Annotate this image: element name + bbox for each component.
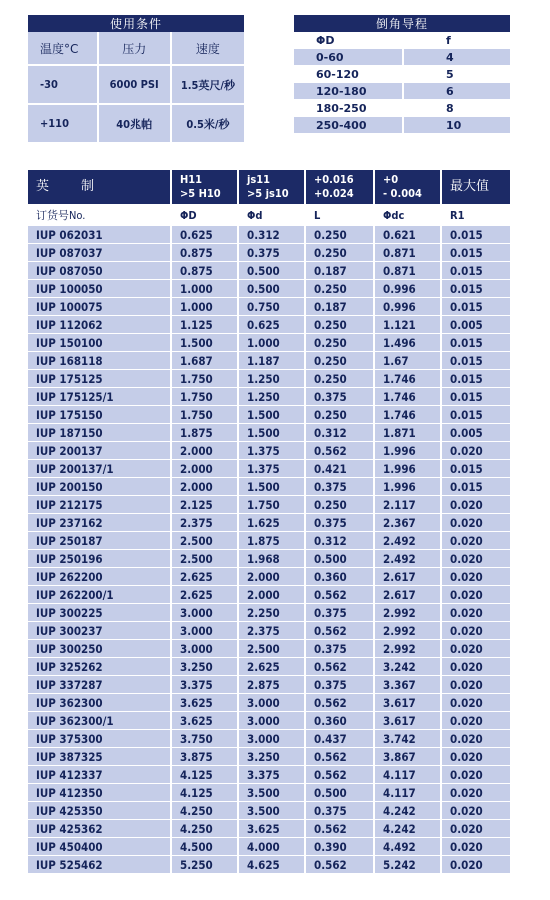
length-cell: 0.375: [306, 640, 375, 658]
order-no-cell: IUP 200137: [28, 442, 172, 460]
table-row: [28, 658, 510, 676]
order-no-cell: IUP 412350: [28, 784, 172, 802]
conditions-title: 使用条件: [28, 15, 244, 32]
inner-diameter-cell: 3.250: [239, 748, 306, 766]
length-cell: 0.562: [306, 748, 375, 766]
inner-diameter-cell: 1.500: [239, 424, 306, 442]
chamfer-lead-table: [294, 15, 510, 133]
radius-cell: 0.015: [442, 460, 510, 478]
chamfer-header-f: f: [404, 32, 510, 48]
table-row: [28, 604, 510, 622]
table-row: [28, 226, 510, 244]
dc-cell: 1.746: [375, 388, 442, 406]
order-no-cell: IUP 425350: [28, 802, 172, 820]
length-cell: 0.562: [306, 766, 375, 784]
conditions-cell: -30: [28, 66, 99, 105]
outer-diameter-cell: 4.250: [172, 820, 239, 838]
table-row: [28, 298, 510, 316]
header-tolerance-L: +0.016 +0.024: [306, 170, 375, 204]
dc-cell: 2.992: [375, 622, 442, 640]
inner-diameter-cell: 3.500: [239, 802, 306, 820]
radius-cell: 0.020: [442, 586, 510, 604]
length-cell: 0.375: [306, 676, 375, 694]
dc-cell: 3.617: [375, 712, 442, 730]
dc-cell: 1.496: [375, 334, 442, 352]
radius-cell: 0.020: [442, 514, 510, 532]
outer-diameter-cell: 3.625: [172, 712, 239, 730]
header-imperial: 英 制: [28, 170, 172, 204]
dc-cell: 1.996: [375, 442, 442, 460]
outer-diameter-cell: 2.000: [172, 478, 239, 496]
header-L: L: [306, 204, 375, 226]
length-cell: 0.250: [306, 334, 375, 352]
outer-diameter-cell: 2.625: [172, 586, 239, 604]
header-d: Φd: [239, 204, 306, 226]
dc-cell: 2.492: [375, 532, 442, 550]
conditions-cell: 6000 PSI: [99, 66, 172, 105]
conditions-header-speed: 速度: [172, 32, 244, 66]
dc-cell: 0.621: [375, 226, 442, 244]
length-cell: 0.250: [306, 406, 375, 424]
length-cell: 0.437: [306, 730, 375, 748]
outer-diameter-cell: 2.375: [172, 514, 239, 532]
conditions-header-temperature: 温度°C: [28, 32, 99, 66]
table-row: [28, 802, 510, 820]
table-row: [28, 622, 510, 640]
table-row: [28, 568, 510, 586]
length-cell: 0.375: [306, 802, 375, 820]
radius-cell: 0.020: [442, 640, 510, 658]
table-row: [28, 820, 510, 838]
outer-diameter-cell: 3.000: [172, 604, 239, 622]
inner-diameter-cell: 1.750: [239, 496, 306, 514]
dc-cell: 3.367: [375, 676, 442, 694]
radius-cell: 0.020: [442, 658, 510, 676]
outer-diameter-cell: 4.250: [172, 802, 239, 820]
radius-cell: 0.015: [442, 334, 510, 352]
outer-diameter-cell: 3.000: [172, 622, 239, 640]
dc-cell: 4.117: [375, 766, 442, 784]
order-no-cell: IUP 062031: [28, 226, 172, 244]
table-row: [28, 514, 510, 532]
outer-diameter-cell: 1.000: [172, 298, 239, 316]
inner-diameter-cell: 1.250: [239, 388, 306, 406]
length-cell: 0.562: [306, 586, 375, 604]
outer-diameter-cell: 1.687: [172, 352, 239, 370]
header-R1: R1: [442, 204, 510, 226]
conditions-cell: 0.5米/秒: [172, 105, 244, 142]
table-row: [28, 676, 510, 694]
inner-diameter-cell: 1.968: [239, 550, 306, 568]
dc-cell: 5.242: [375, 856, 442, 874]
inner-diameter-cell: 1.250: [239, 370, 306, 388]
table-row: [28, 640, 510, 658]
order-no-cell: IUP 200137/1: [28, 460, 172, 478]
radius-cell: 0.020: [442, 748, 510, 766]
length-cell: 0.250: [306, 352, 375, 370]
length-cell: 0.562: [306, 658, 375, 676]
radius-cell: 0.015: [442, 298, 510, 316]
outer-diameter-cell: 2.125: [172, 496, 239, 514]
length-cell: 0.390: [306, 838, 375, 856]
order-no-cell: IUP 375300: [28, 730, 172, 748]
outer-diameter-cell: 0.875: [172, 262, 239, 280]
radius-cell: 0.015: [442, 406, 510, 424]
dc-cell: 4.117: [375, 784, 442, 802]
table-row: [28, 550, 510, 568]
outer-diameter-cell: 0.875: [172, 244, 239, 262]
inner-diameter-cell: 1.875: [239, 532, 306, 550]
outer-diameter-cell: 3.375: [172, 676, 239, 694]
conditions-cell: 1.5英尺/秒: [172, 66, 244, 105]
table-row: [28, 478, 510, 496]
order-no-cell: IUP 300225: [28, 604, 172, 622]
dc-cell: 0.871: [375, 262, 442, 280]
dc-cell: 3.242: [375, 658, 442, 676]
outer-diameter-cell: 1.750: [172, 406, 239, 424]
inner-diameter-cell: 0.750: [239, 298, 306, 316]
order-no-cell: IUP 100075: [28, 298, 172, 316]
length-cell: 0.375: [306, 604, 375, 622]
radius-cell: 0.020: [442, 802, 510, 820]
order-no-cell: IUP 212175: [28, 496, 172, 514]
length-cell: 0.375: [306, 478, 375, 496]
dc-cell: 2.492: [375, 550, 442, 568]
length-cell: 0.250: [306, 496, 375, 514]
radius-cell: 0.020: [442, 496, 510, 514]
order-no-cell: IUP 362300: [28, 694, 172, 712]
outer-diameter-cell: 2.625: [172, 568, 239, 586]
radius-cell: 0.015: [442, 244, 510, 262]
inner-diameter-cell: 3.000: [239, 694, 306, 712]
outer-diameter-cell: 1.750: [172, 370, 239, 388]
table-row: [28, 334, 510, 352]
outer-diameter-cell: 2.500: [172, 532, 239, 550]
outer-diameter-cell: 1.125: [172, 316, 239, 334]
table-row: [28, 244, 510, 262]
length-cell: 0.562: [306, 622, 375, 640]
inner-diameter-cell: 4.625: [239, 856, 306, 874]
length-cell: 0.250: [306, 316, 375, 334]
radius-cell: 0.020: [442, 694, 510, 712]
table-row: [28, 766, 510, 784]
header-tolerance-dc: +0 - 0.004: [375, 170, 442, 204]
radius-cell: 0.020: [442, 568, 510, 586]
inner-diameter-cell: 0.625: [239, 316, 306, 334]
inner-diameter-cell: 0.500: [239, 280, 306, 298]
length-cell: 0.562: [306, 856, 375, 874]
table-row: [28, 442, 510, 460]
conditions-cell: +110: [28, 105, 99, 142]
inner-diameter-cell: 2.500: [239, 640, 306, 658]
table-row: [28, 532, 510, 550]
radius-cell: 0.020: [442, 532, 510, 550]
order-no-cell: IUP 100050: [28, 280, 172, 298]
order-no-cell: IUP 150100: [28, 334, 172, 352]
inner-diameter-cell: 2.625: [239, 658, 306, 676]
inner-diameter-cell: 1.375: [239, 442, 306, 460]
header-D: ΦD: [172, 204, 239, 226]
inner-diameter-cell: 1.375: [239, 460, 306, 478]
dc-cell: 2.617: [375, 586, 442, 604]
order-no-cell: IUP 300250: [28, 640, 172, 658]
radius-cell: 0.020: [442, 622, 510, 640]
order-no-cell: IUP 362300/1: [28, 712, 172, 730]
chamfer-range: 180-250: [294, 99, 404, 116]
dc-cell: 4.492: [375, 838, 442, 856]
table-row: [28, 586, 510, 604]
outer-diameter-cell: 1.000: [172, 280, 239, 298]
chamfer-range: 250-400: [294, 116, 404, 133]
dc-cell: 0.996: [375, 298, 442, 316]
inner-diameter-cell: 2.375: [239, 622, 306, 640]
outer-diameter-cell: 4.125: [172, 766, 239, 784]
chamfer-value: 10: [404, 116, 510, 133]
dc-cell: 2.367: [375, 514, 442, 532]
order-no-cell: IUP 250187: [28, 532, 172, 550]
order-no-cell: IUP 175125: [28, 370, 172, 388]
order-no-cell: IUP 262200: [28, 568, 172, 586]
outer-diameter-cell: 1.875: [172, 424, 239, 442]
table-row: [28, 730, 510, 748]
outer-diameter-cell: 3.750: [172, 730, 239, 748]
inner-diameter-cell: 3.625: [239, 820, 306, 838]
header-tolerance-D: H11 >5 H10: [172, 170, 239, 204]
dc-cell: 1.746: [375, 370, 442, 388]
dc-cell: 2.117: [375, 496, 442, 514]
radius-cell: 0.020: [442, 784, 510, 802]
radius-cell: 0.005: [442, 316, 510, 334]
table-row: [28, 694, 510, 712]
outer-diameter-cell: 2.000: [172, 460, 239, 478]
length-cell: 0.250: [306, 226, 375, 244]
chamfer-value: 5: [404, 65, 510, 82]
length-cell: 0.360: [306, 568, 375, 586]
length-cell: 0.187: [306, 262, 375, 280]
outer-diameter-cell: 3.000: [172, 640, 239, 658]
inner-diameter-cell: 3.500: [239, 784, 306, 802]
outer-diameter-cell: 3.625: [172, 694, 239, 712]
table-row: [28, 838, 510, 856]
order-no-cell: IUP 200150: [28, 478, 172, 496]
dc-cell: 1.996: [375, 478, 442, 496]
order-no-cell: IUP 187150: [28, 424, 172, 442]
order-no-cell: IUP 087050: [28, 262, 172, 280]
radius-cell: 0.020: [442, 712, 510, 730]
dc-cell: 2.617: [375, 568, 442, 586]
table-row: [28, 262, 510, 280]
dc-cell: 1.746: [375, 406, 442, 424]
table-body: [28, 226, 510, 874]
seal-dimensions-table: [28, 170, 510, 874]
radius-cell: 0.020: [442, 442, 510, 460]
chamfer-range: 0-60: [294, 48, 404, 65]
radius-cell: 0.020: [442, 730, 510, 748]
length-cell: 0.562: [306, 694, 375, 712]
radius-cell: 0.020: [442, 856, 510, 874]
length-cell: 0.250: [306, 280, 375, 298]
dc-cell: 3.867: [375, 748, 442, 766]
table-row: [28, 460, 510, 478]
order-no-cell: IUP 387325: [28, 748, 172, 766]
length-cell: 0.250: [306, 370, 375, 388]
length-cell: 0.562: [306, 820, 375, 838]
length-cell: 0.500: [306, 784, 375, 802]
outer-diameter-cell: 1.500: [172, 334, 239, 352]
order-no-cell: IUP 087037: [28, 244, 172, 262]
outer-diameter-cell: 2.500: [172, 550, 239, 568]
chamfer-range: 120-180: [294, 82, 404, 99]
radius-cell: 0.020: [442, 676, 510, 694]
header-order-no: 订货号No.: [28, 204, 172, 226]
inner-diameter-cell: 2.000: [239, 586, 306, 604]
length-cell: 0.375: [306, 514, 375, 532]
chamfer-value: 8: [404, 99, 510, 116]
table-row: [28, 748, 510, 766]
order-no-cell: IUP 325262: [28, 658, 172, 676]
length-cell: 0.360: [306, 712, 375, 730]
order-no-cell: IUP 175150: [28, 406, 172, 424]
inner-diameter-cell: 0.375: [239, 244, 306, 262]
dc-cell: 1.996: [375, 460, 442, 478]
chamfer-value: 4: [404, 48, 510, 65]
length-cell: 0.312: [306, 424, 375, 442]
dc-cell: 3.617: [375, 694, 442, 712]
outer-diameter-cell: 3.250: [172, 658, 239, 676]
inner-diameter-cell: 0.312: [239, 226, 306, 244]
length-cell: 0.500: [306, 550, 375, 568]
outer-diameter-cell: 2.000: [172, 442, 239, 460]
order-no-cell: IUP 262200/1: [28, 586, 172, 604]
chamfer-range: 60-120: [294, 65, 404, 82]
header-dc: Φdc: [375, 204, 442, 226]
header-tolerance-d: js11 >5 js10: [239, 170, 306, 204]
table-row: [28, 406, 510, 424]
header-max-value: 最大值: [442, 170, 510, 204]
table-row: [28, 280, 510, 298]
operating-conditions-table: [28, 15, 244, 142]
length-cell: 0.375: [306, 388, 375, 406]
radius-cell: 0.020: [442, 550, 510, 568]
length-cell: 0.562: [306, 442, 375, 460]
conditions-cell: 40兆帕: [99, 105, 172, 142]
dc-cell: 4.242: [375, 820, 442, 838]
radius-cell: 0.020: [442, 766, 510, 784]
dc-cell: 2.992: [375, 640, 442, 658]
radius-cell: 0.020: [442, 820, 510, 838]
radius-cell: 0.015: [442, 262, 510, 280]
table-row: [28, 712, 510, 730]
outer-diameter-cell: 4.500: [172, 838, 239, 856]
outer-diameter-cell: 5.250: [172, 856, 239, 874]
dc-cell: 2.992: [375, 604, 442, 622]
radius-cell: 0.020: [442, 838, 510, 856]
inner-diameter-cell: 1.625: [239, 514, 306, 532]
radius-cell: 0.005: [442, 424, 510, 442]
radius-cell: 0.015: [442, 280, 510, 298]
dc-cell: 1.67: [375, 352, 442, 370]
outer-diameter-cell: 1.750: [172, 388, 239, 406]
table-row: [28, 370, 510, 388]
radius-cell: 0.015: [442, 370, 510, 388]
order-no-cell: IUP 337287: [28, 676, 172, 694]
inner-diameter-cell: 0.500: [239, 262, 306, 280]
inner-diameter-cell: 1.000: [239, 334, 306, 352]
order-no-cell: IUP 450400: [28, 838, 172, 856]
outer-diameter-cell: 3.875: [172, 748, 239, 766]
order-no-cell: IUP 168118: [28, 352, 172, 370]
order-no-cell: IUP 237162: [28, 514, 172, 532]
length-cell: 0.250: [306, 244, 375, 262]
inner-diameter-cell: 3.000: [239, 712, 306, 730]
outer-diameter-cell: 4.125: [172, 784, 239, 802]
order-no-cell: IUP 425362: [28, 820, 172, 838]
table-row: [28, 496, 510, 514]
radius-cell: 0.020: [442, 604, 510, 622]
table-row: [28, 424, 510, 442]
table-row: [28, 388, 510, 406]
inner-diameter-cell: 2.250: [239, 604, 306, 622]
order-no-cell: IUP 250196: [28, 550, 172, 568]
order-no-cell: IUP 300237: [28, 622, 172, 640]
inner-diameter-cell: 4.000: [239, 838, 306, 856]
chamfer-value: 6: [404, 82, 510, 99]
order-no-cell: IUP 412337: [28, 766, 172, 784]
conditions-header-pressure: 压力: [99, 32, 172, 66]
chamfer-header-diameter: ΦD: [294, 32, 404, 48]
radius-cell: 0.015: [442, 478, 510, 496]
order-no-cell: IUP 175125/1: [28, 388, 172, 406]
radius-cell: 0.015: [442, 388, 510, 406]
inner-diameter-cell: 2.000: [239, 568, 306, 586]
table-row: [28, 352, 510, 370]
radius-cell: 0.015: [442, 352, 510, 370]
length-cell: 0.312: [306, 532, 375, 550]
inner-diameter-cell: 1.500: [239, 478, 306, 496]
table-row: [28, 316, 510, 334]
outer-diameter-cell: 0.625: [172, 226, 239, 244]
dc-cell: 1.871: [375, 424, 442, 442]
inner-diameter-cell: 2.875: [239, 676, 306, 694]
inner-diameter-cell: 1.500: [239, 406, 306, 424]
order-no-cell: IUP 112062: [28, 316, 172, 334]
table-row: [28, 784, 510, 802]
radius-cell: 0.015: [442, 226, 510, 244]
dc-cell: 0.996: [375, 280, 442, 298]
table-row: [28, 856, 510, 874]
chamfer-title: 倒角导程: [294, 15, 510, 32]
dc-cell: 0.871: [375, 244, 442, 262]
length-cell: 0.421: [306, 460, 375, 478]
dc-cell: 1.121: [375, 316, 442, 334]
inner-diameter-cell: 3.375: [239, 766, 306, 784]
dc-cell: 3.742: [375, 730, 442, 748]
order-no-cell: IUP 525462: [28, 856, 172, 874]
inner-diameter-cell: 1.187: [239, 352, 306, 370]
inner-diameter-cell: 3.000: [239, 730, 306, 748]
length-cell: 0.187: [306, 298, 375, 316]
dc-cell: 4.242: [375, 802, 442, 820]
